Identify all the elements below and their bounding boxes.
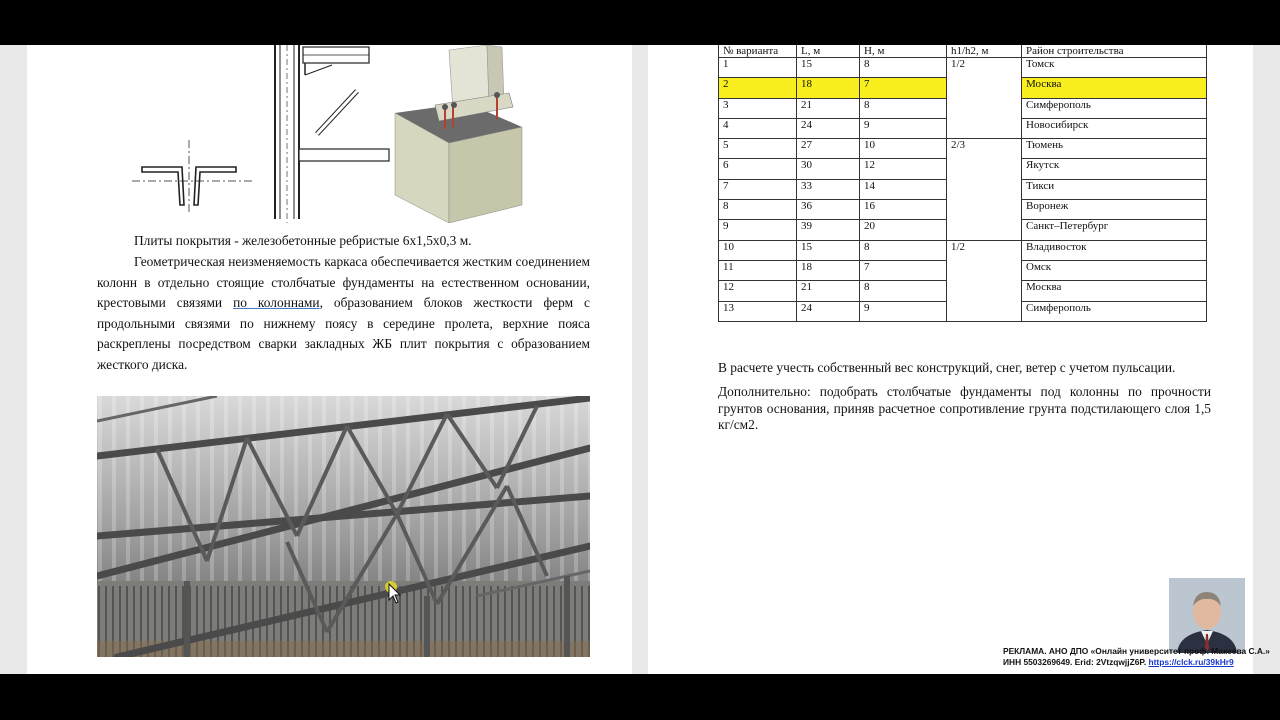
- cell-variant: 8: [719, 200, 797, 220]
- cell-height: 7: [860, 260, 947, 280]
- cell-variant: 3: [719, 98, 797, 118]
- cell-region: Новосибирск: [1022, 118, 1207, 138]
- cell-span: 39: [797, 220, 860, 240]
- col-header-ratio: h1/h2, м: [947, 45, 1022, 58]
- cell-region: Омск: [1022, 260, 1207, 280]
- cell-region: Санкт–Петербург: [1022, 220, 1207, 240]
- cell-height: 20: [860, 220, 947, 240]
- steel-joint-drawing: [127, 45, 622, 223]
- cell-region: Москва: [1022, 281, 1207, 301]
- cell-span: 21: [797, 98, 860, 118]
- cell-variant: 2: [719, 78, 797, 98]
- cell-span: 36: [797, 200, 860, 220]
- cell-variant: 13: [719, 301, 797, 321]
- table-row: [719, 240, 1207, 260]
- cell-height: 8: [860, 281, 947, 301]
- ad-line-2: [1003, 657, 1270, 668]
- cell-span: 21: [797, 281, 860, 301]
- cell-ratio: 1/2: [947, 240, 1022, 321]
- document-page-right: [648, 45, 1253, 674]
- paragraph-stability: [97, 252, 590, 375]
- cell-span: 27: [797, 139, 860, 159]
- presenter-photo: [1169, 578, 1245, 653]
- variants-table: [718, 45, 1207, 322]
- roof-trusses-photo: [97, 396, 590, 657]
- cell-span: 24: [797, 301, 860, 321]
- paragraph-slabs: Плиты покрытия - железобетонные ребристые 6х1,5х0,3 м.: [134, 233, 472, 248]
- cell-span: 15: [797, 240, 860, 260]
- cell-height: 8: [860, 98, 947, 118]
- cell-variant: 12: [719, 281, 797, 301]
- cell-region: Томск: [1022, 58, 1207, 78]
- cell-region: Воронеж: [1022, 200, 1207, 220]
- cell-span: 18: [797, 260, 860, 280]
- cell-variant: 4: [719, 118, 797, 138]
- cell-height: 8: [860, 58, 947, 78]
- cell-variant: 1: [719, 58, 797, 78]
- col-header-height: H, м: [860, 45, 947, 58]
- cell-ratio: 1/2: [947, 58, 1022, 139]
- table-row: [719, 58, 1207, 78]
- cell-span: 24: [797, 118, 860, 138]
- table-row: [719, 139, 1207, 159]
- mouse-cursor-icon: [385, 581, 403, 605]
- cell-variant: 10: [719, 240, 797, 260]
- cell-height: 9: [860, 118, 947, 138]
- cell-region: Владивосток: [1022, 240, 1207, 260]
- paragraph-foundations: Дополнительно: подобрать столбчатые фундаменты под колонны по прочности грунтов основания, приняв расчетное сопротивление грунта подстилающего слоя 1,5 кг/см2.: [718, 384, 1211, 432]
- cell-ratio: 2/3: [947, 139, 1022, 240]
- ad-line-1: РЕКЛАМА. АНО ДПО «Онлайн университет проф. Макеева С.А.»: [1003, 646, 1270, 656]
- paragraph-loads: В расчете учесть собственный вес конструкций, снег, ветер с учетом пульсации.: [718, 360, 1176, 375]
- cell-height: 8: [860, 240, 947, 260]
- cell-region: Тюмень: [1022, 139, 1207, 159]
- cell-height: 9: [860, 301, 947, 321]
- cell-region: Симферополь: [1022, 98, 1207, 118]
- cell-region: Москва: [1022, 78, 1207, 98]
- ad-line-2-text: ИНН 5503269649. Erid: 2VtzqwjjZ6P.: [1003, 657, 1149, 667]
- presenter-avatar: [1169, 578, 1245, 653]
- cell-variant: 9: [719, 220, 797, 240]
- document-viewport[interactable]: [0, 45, 1280, 674]
- ad-link[interactable]: https://clck.ru/39kHr9: [1148, 657, 1234, 667]
- cell-height: 14: [860, 179, 947, 199]
- table-header-row: [719, 45, 1207, 58]
- cell-region: Тикси: [1022, 179, 1207, 199]
- cell-span: 18: [797, 78, 860, 98]
- underlined-phrase[interactable]: по колоннами: [233, 295, 320, 310]
- cell-span: 33: [797, 179, 860, 199]
- cell-variant: 5: [719, 139, 797, 159]
- cell-height: 12: [860, 159, 947, 179]
- cell-region: Якутск: [1022, 159, 1207, 179]
- cell-height: 16: [860, 200, 947, 220]
- cell-height: 7: [860, 78, 947, 98]
- cell-height: 10: [860, 139, 947, 159]
- cell-variant: 11: [719, 260, 797, 280]
- cell-span: 15: [797, 58, 860, 78]
- document-page-left: [27, 45, 632, 674]
- paragraph-stability-text-2: , образованием блоков жесткости ферм с продольными связями по нижнему поясу в середине пролета, верхние пояса раскреплены посредством сварки закладных ЖБ плит покрытия с образованием жесткого диска.: [97, 295, 590, 372]
- ad-disclaimer: [1003, 646, 1270, 668]
- cell-variant: 7: [719, 179, 797, 199]
- paragraph-stability-text-1: Геометрическая неизменяемость каркаса обеспечивается жестким соединением колонн в отдельно стоящие столбчатые фундаменты на естественном основании, крестовыми связями: [97, 254, 590, 310]
- col-header-span: L, м: [797, 45, 860, 58]
- cell-region: Симферополь: [1022, 301, 1207, 321]
- col-header-region: Район строительства: [1022, 45, 1207, 58]
- cell-variant: 6: [719, 159, 797, 179]
- cell-span: 30: [797, 159, 860, 179]
- col-header-variant: № варианта: [719, 45, 797, 58]
